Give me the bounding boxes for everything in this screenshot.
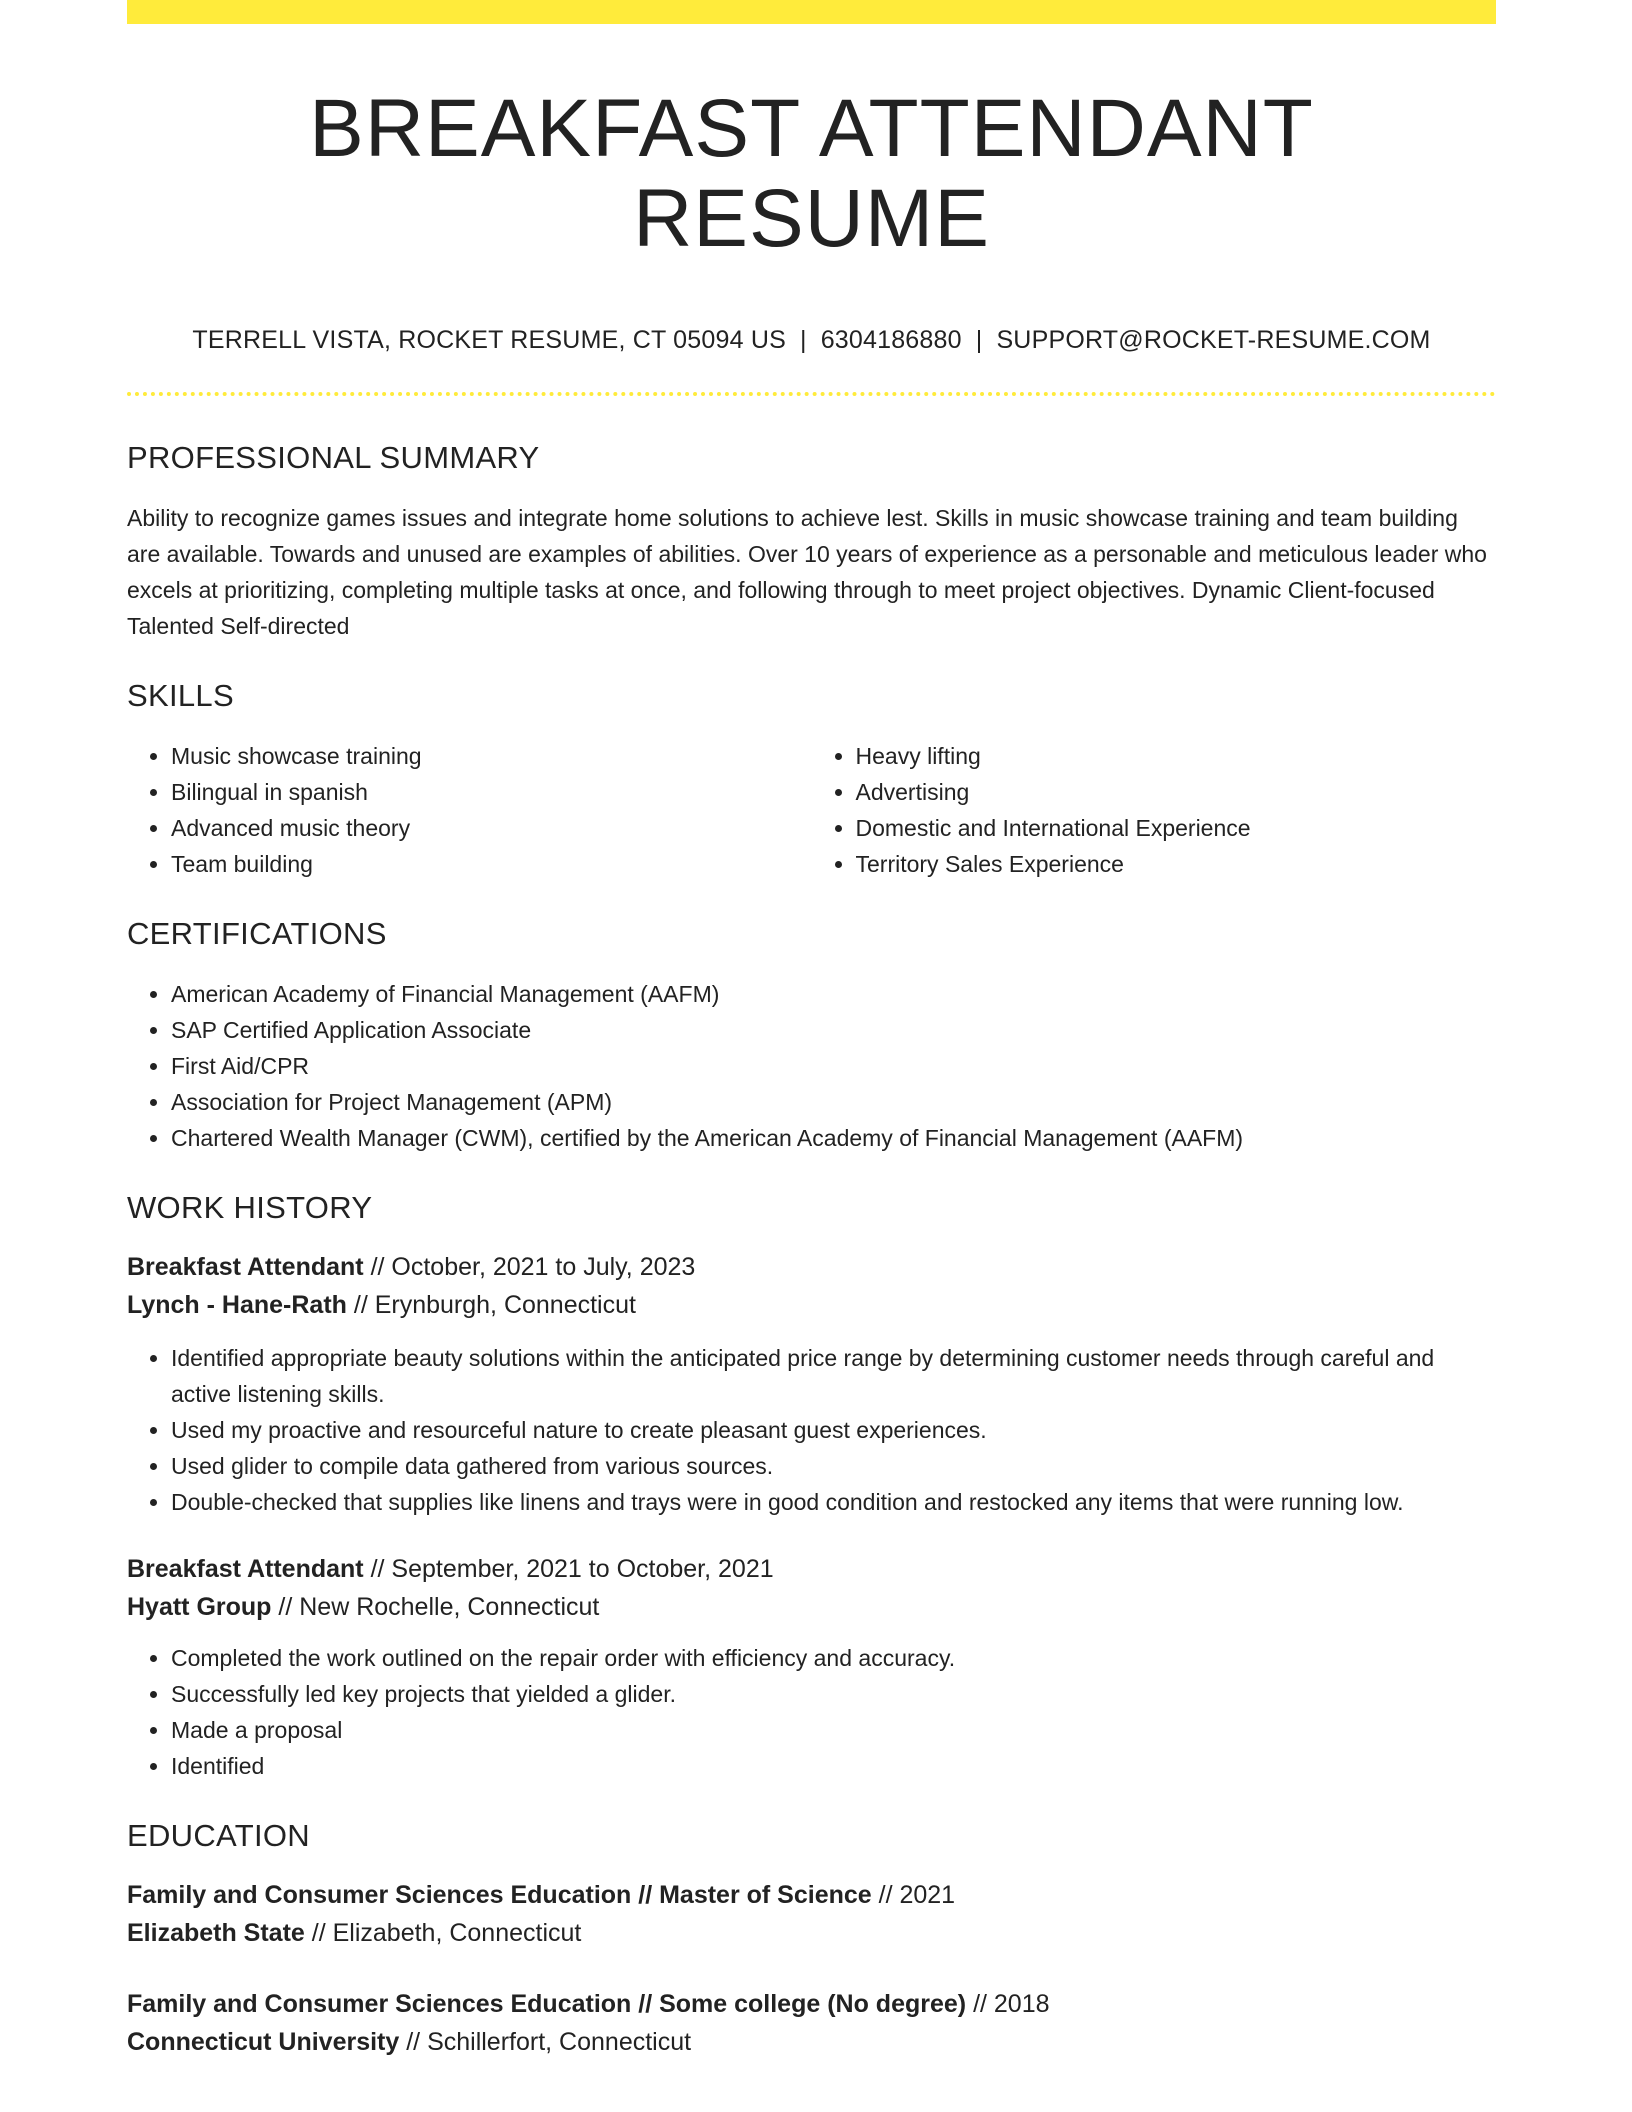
summary-section — [127, 440, 1496, 644]
certification-item: • American Academy of Financial Management (AAFM) — [171, 976, 1496, 1012]
skill-item: • Territory Sales Experience — [856, 846, 1497, 882]
job-entry — [127, 1550, 1496, 1784]
contact-address: TERRELL VISTA, ROCKET RESUME, CT 05094 US — [192, 326, 786, 355]
job-duty: • Double-checked that supplies like linens and trays were in good condition and restocked any items that were running low. — [171, 1484, 1496, 1520]
education-degree-line — [127, 1876, 1496, 1914]
certifications-section — [127, 916, 1496, 1156]
skill-item: • Team building — [171, 846, 812, 882]
job-dates: // September, 2021 to October, 2021 — [363, 1555, 774, 1584]
job-title: Breakfast Attendant — [127, 1555, 364, 1584]
contact-separator: | — [975, 326, 983, 355]
education-school-line — [127, 2023, 1496, 2061]
job-dates: // October, 2021 to July, 2023 — [363, 1253, 696, 1282]
job-duty: • Identified — [171, 1748, 1496, 1784]
certification-item: • SAP Certified Application Associate — [171, 1012, 1496, 1048]
certification-item: • Chartered Wealth Manager (CWM), certified by the American Academy of Financial Management (AAFM) — [171, 1120, 1496, 1156]
education-location: // Schillerfort, Connecticut — [399, 2028, 692, 2057]
resume-title: BREAKFAST ATTENDANT RESUME — [309, 83, 1314, 265]
job-company: Hyatt Group — [127, 1593, 272, 1622]
job-duty: • Used my proactive and resourceful nature to create pleasant guest experiences. — [171, 1412, 1496, 1448]
job-duties-list — [127, 1640, 1496, 1784]
header-divider — [127, 392, 1496, 396]
job-duty: • Successfully led key projects that yielded a glider. — [171, 1676, 1496, 1712]
job-company-line — [127, 1588, 1496, 1626]
job-duty: • Identified appropriate beauty solutions within the anticipated price range by determining customer needs through careful and active listening skills. — [171, 1340, 1496, 1412]
contact-phone: 6304186880 — [820, 326, 962, 355]
skills-section — [127, 678, 1496, 882]
contact-line — [127, 326, 1496, 355]
work-history-heading: WORK HISTORY — [127, 1190, 373, 1226]
certifications-list — [127, 976, 1496, 1156]
accent-top-bar — [127, 0, 1496, 24]
certifications-heading: CERTIFICATIONS — [127, 916, 387, 952]
skills-list-right — [812, 738, 1497, 882]
education-school: Connecticut University — [127, 2028, 400, 2057]
contact-separator: | — [799, 326, 807, 355]
education-degree: Family and Consumer Sciences Education // Some college (No degree) — [127, 1990, 967, 2019]
education-entry — [127, 1985, 1496, 2061]
job-location: // Erynburgh, Connecticut — [346, 1291, 636, 1320]
skills-heading: SKILLS — [127, 678, 234, 714]
job-title-line — [127, 1248, 1496, 1286]
skill-item: • Heavy lifting — [856, 738, 1497, 774]
job-entry — [127, 1248, 1496, 1520]
education-year: // 2021 — [871, 1881, 956, 1910]
certification-item: • Association for Project Management (APM) — [171, 1084, 1496, 1120]
education-heading: EDUCATION — [127, 1818, 310, 1854]
skill-item: • Advanced music theory — [171, 810, 812, 846]
education-location: // Elizabeth, Connecticut — [304, 1919, 582, 1948]
summary-text: Ability to recognize games issues and integrate home solutions to achieve lest. Skills in music showcase training and team building are available. Towards and unused are examples of abilities. Over 10 years of experience as a personable and meticulous leader who excels at prioritizing, completing multiple tasks at once, and following through to meet project objectives. Dynamic Client-focused Talented Self-directed — [127, 505, 1487, 640]
contact-email: SUPPORT@ROCKET-RESUME.COM — [996, 326, 1431, 355]
education-year: // 2018 — [966, 1990, 1050, 2019]
education-school: Elizabeth State — [127, 1919, 305, 1948]
job-duty: • Completed the work outlined on the repair order with efficiency and accuracy. — [171, 1640, 1496, 1676]
job-company: Lynch - Hane-Rath — [127, 1291, 347, 1320]
skill-item: • Music showcase training — [171, 738, 812, 774]
education-degree-line — [127, 1985, 1496, 2023]
education-school-line — [127, 1914, 1496, 1952]
skills-grid — [127, 738, 1496, 882]
job-title-line — [127, 1550, 1496, 1588]
education-entry — [127, 1876, 1496, 1952]
resume-content — [127, 0, 1496, 2061]
summary-heading: PROFESSIONAL SUMMARY — [127, 440, 540, 476]
job-duty: • Made a proposal — [171, 1712, 1496, 1748]
work-history-section — [127, 1190, 1496, 1784]
skill-item: • Domestic and International Experience — [856, 810, 1497, 846]
education-section — [127, 1818, 1496, 2061]
education-degree: Family and Consumer Sciences Education // Master of Science — [127, 1881, 872, 1910]
job-duties-list — [127, 1340, 1496, 1520]
job-location: // New Rochelle, Connecticut — [271, 1593, 600, 1622]
job-company-line — [127, 1286, 1496, 1324]
skill-item: • Bilingual in spanish — [171, 774, 812, 810]
certification-item: • First Aid/CPR — [171, 1048, 1496, 1084]
job-title: Breakfast Attendant — [127, 1253, 364, 1282]
skills-list-left — [127, 738, 812, 882]
job-duty: • Used glider to compile data gathered from various sources. — [171, 1448, 1496, 1484]
skill-item: • Advertising — [856, 774, 1497, 810]
